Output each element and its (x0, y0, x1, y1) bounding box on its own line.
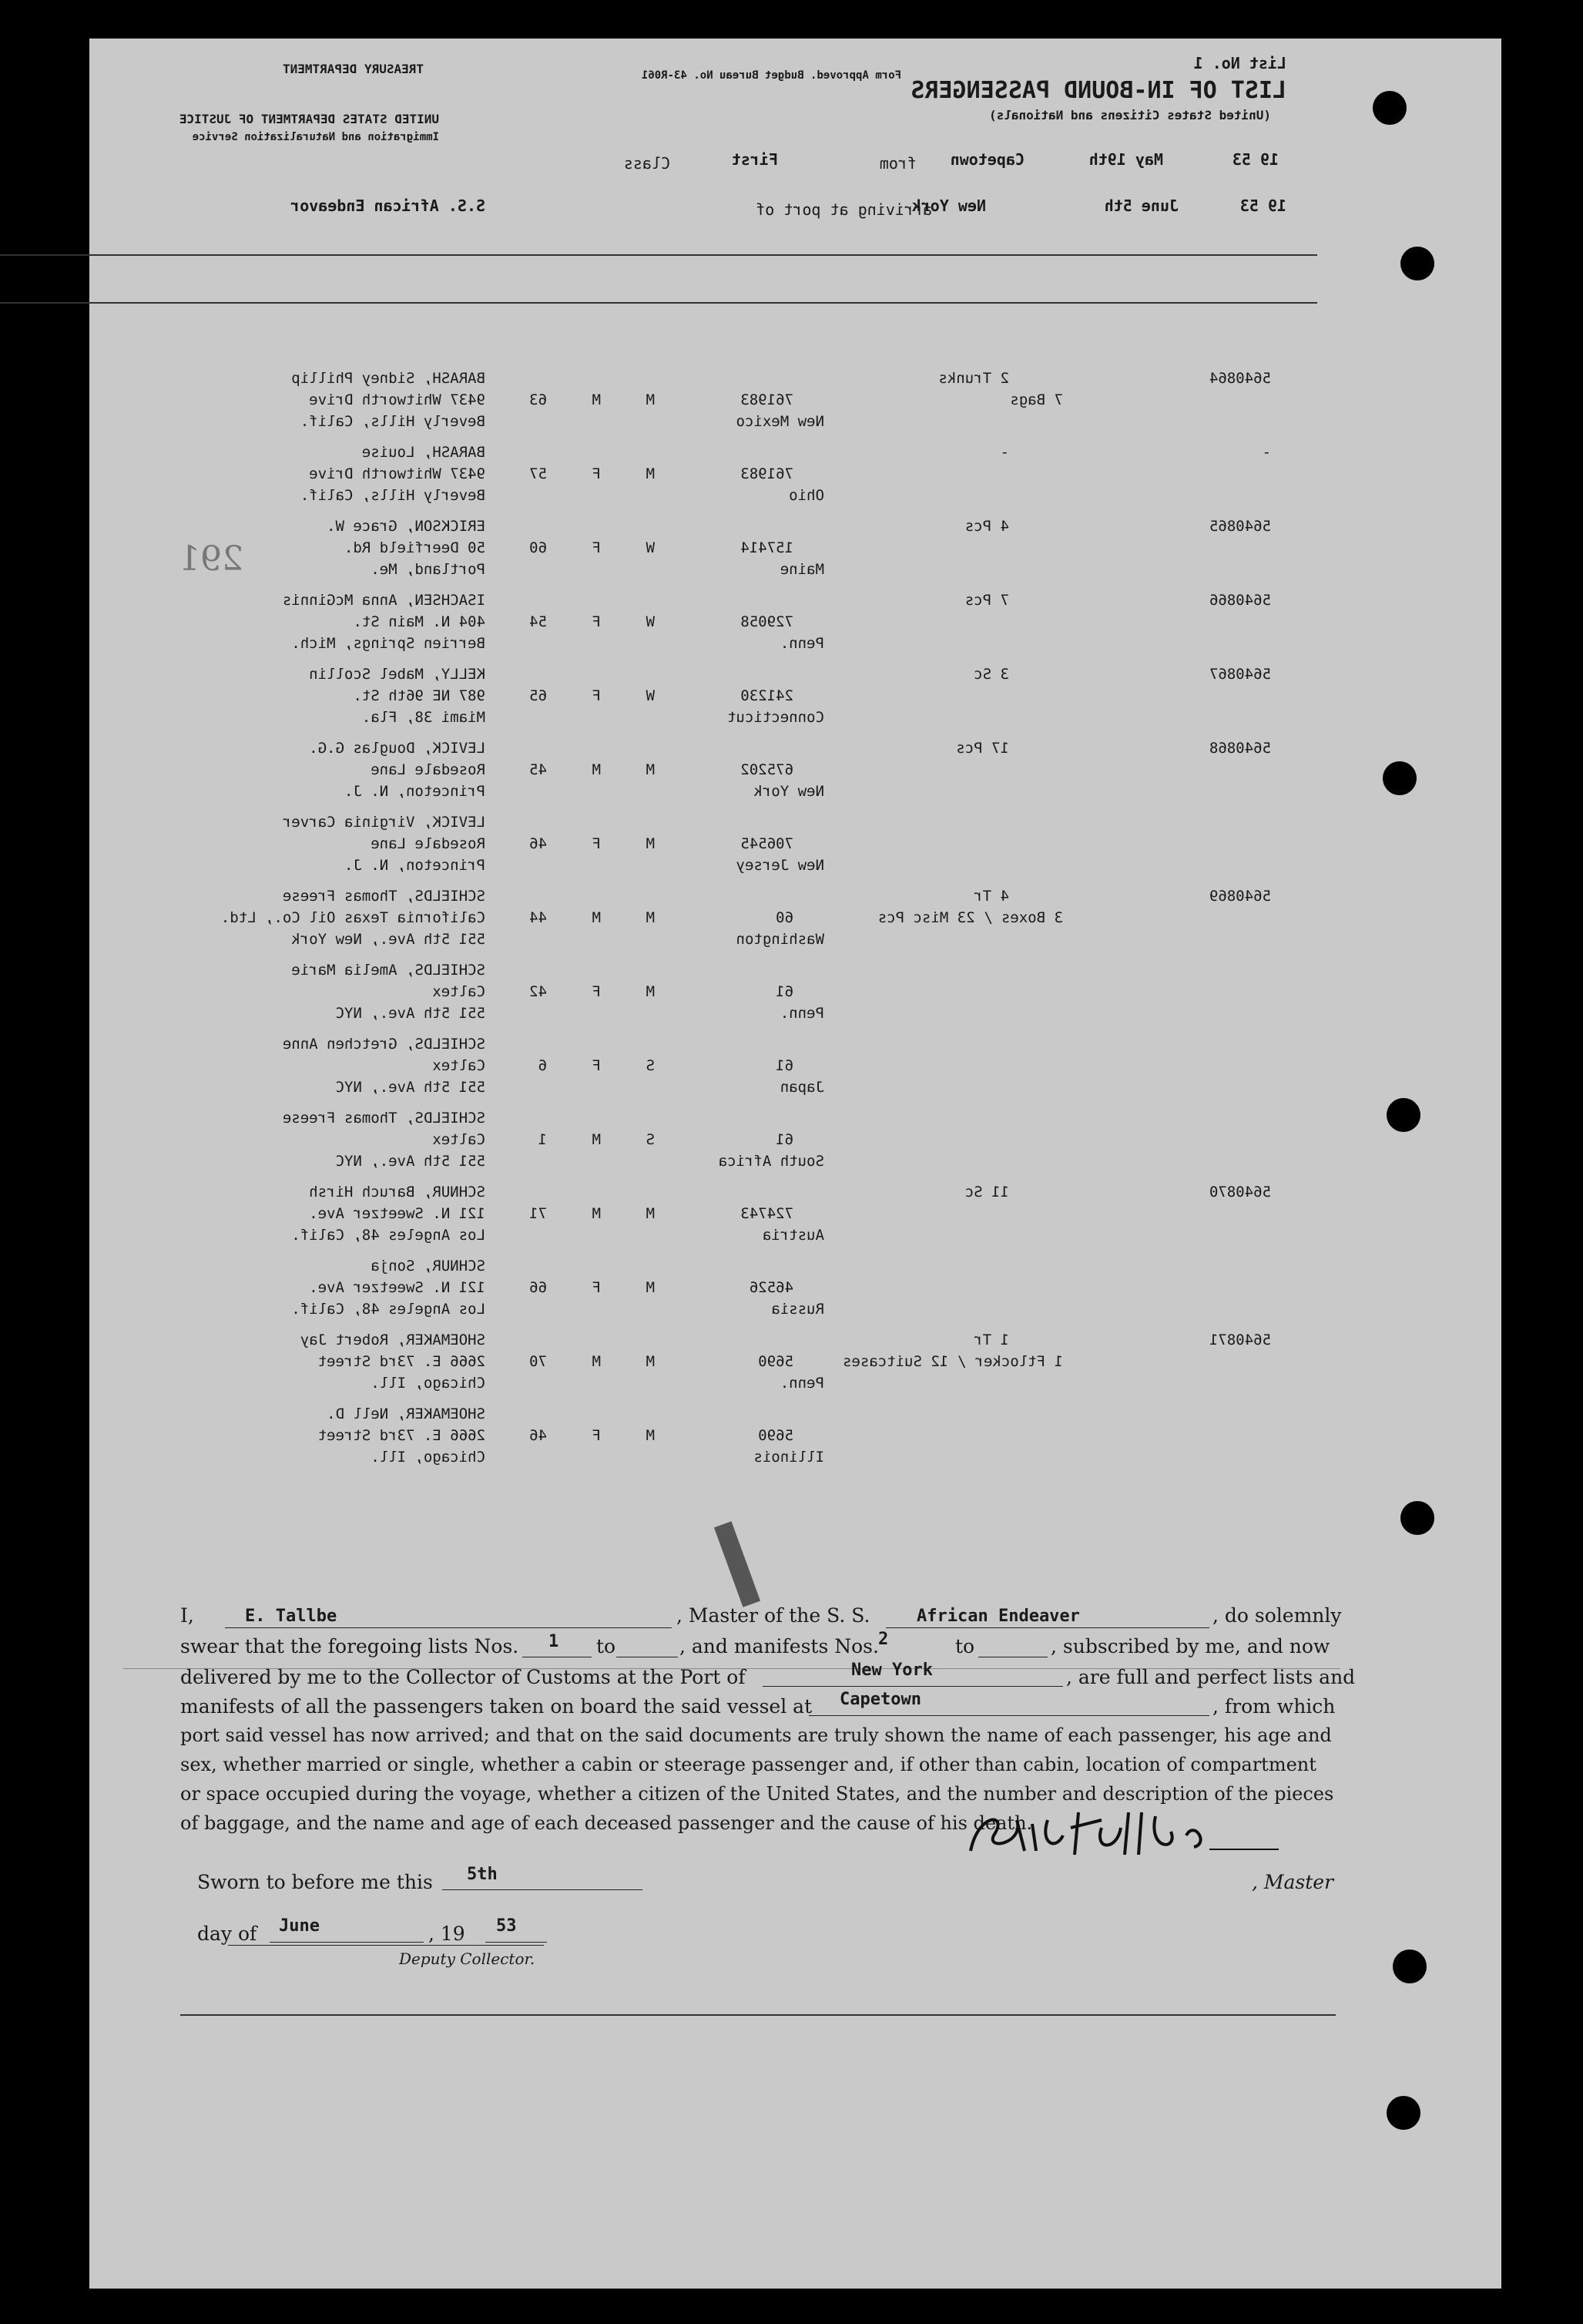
vessel-name: S.S. African Endeavor (290, 196, 485, 215)
oath-line-4b (1212, 1695, 1335, 1718)
birthplace: New Jersey (736, 857, 824, 874)
passenger-name: SCHNUR, Sonja (371, 1258, 485, 1275)
passenger-name: ERICKSON, Grace W. (327, 518, 485, 535)
passenger-address: California Texas Oil Co., Ltd. (220, 909, 485, 926)
passenger-name: LEVICK, Douglas G.G. (309, 740, 485, 757)
passenger-name: BARASH, Sidney Phillip (291, 370, 485, 387)
passenger-name: SCHIELDS, Thomas Freese (282, 1110, 485, 1127)
list-nos: 1 (548, 1632, 559, 1651)
passenger-age: 45 (529, 761, 547, 778)
passenger-age: 54 (529, 613, 547, 630)
baggage-tag: 5640869 (1209, 888, 1271, 905)
baggage-tag: 5640865 (1209, 518, 1271, 535)
passenger-married: M (646, 1427, 655, 1444)
passenger-city: Chicago, Ill. (371, 1449, 485, 1466)
passenger-sex: M (592, 761, 601, 778)
birthplace: Penn. (780, 1375, 824, 1392)
sworn-month: June (279, 1916, 320, 1936)
blank-line (485, 1942, 547, 1943)
baggage: - (1000, 444, 1009, 461)
punch-hole (1383, 761, 1417, 795)
passenger-age: 6 (538, 1057, 547, 1074)
passenger-address: 404 N. Main St. (353, 613, 485, 630)
passenger-married: W (646, 613, 655, 630)
passport-number: 61 (776, 983, 793, 1000)
passenger-sex: F (592, 1279, 601, 1296)
baggage: 2 Trunks (938, 370, 1009, 387)
passenger-age: 57 (529, 465, 547, 482)
baggage: 4 Tr (974, 888, 1009, 905)
passenger-sex: M (592, 1205, 601, 1222)
passenger-sex: F (592, 1057, 601, 1074)
dept-name-3: Immigration and Naturalization Service (192, 131, 439, 143)
birthplace: South Africa (718, 1153, 824, 1170)
sworn-label: Sworn to before me this (197, 1871, 433, 1893)
day-of-label: day of (197, 1923, 257, 1945)
passport-number: 61 (776, 1057, 793, 1074)
master-name: E. Tallbe (245, 1607, 337, 1626)
class-value: First (731, 150, 778, 169)
passport-number: 729058 (740, 613, 793, 630)
sworn-day: 5th (467, 1865, 498, 1884)
port-name: New York (851, 1661, 933, 1680)
passenger-age: 1 (538, 1131, 547, 1148)
master-label: , Master (1252, 1871, 1334, 1893)
arrival-date: June 5th (1104, 196, 1179, 215)
dept-name-2: UNITED STATES DEPARTMENT OF JUSTICE (179, 112, 439, 126)
passenger-married: M (646, 983, 655, 1000)
passenger-married: W (646, 539, 655, 556)
baggage: 11 Sc (964, 1184, 1009, 1201)
passenger-married: M (646, 1205, 655, 1222)
passenger-address: Caltex (432, 1131, 485, 1148)
oath-line-3a (180, 1666, 746, 1688)
passenger-address: 9437 Whitworth Drive (309, 465, 485, 482)
oath-text: , are full and perfect lists and (1066, 1666, 1356, 1688)
baggage: 4 Pcs (964, 518, 1009, 535)
passenger-married: S (646, 1131, 655, 1148)
passenger-married: M (646, 761, 655, 778)
passenger-city: Princeton, N. J. (344, 857, 485, 874)
passport-number: 706545 (740, 835, 793, 852)
birthplace: Austria (762, 1227, 824, 1244)
birthplace: Maine (780, 561, 824, 578)
passenger-city: Los Angeles 48, Calif. (291, 1227, 485, 1244)
passenger-city: Beverly Hills, Calif. (300, 413, 485, 430)
baggage-tag: 5640870 (1209, 1184, 1271, 1201)
baggage: 1 Tr (974, 1332, 1009, 1348)
passenger-city: 551 5th Ave., New York (291, 931, 485, 948)
oath-line-2d (955, 1635, 974, 1657)
passenger-married: W (646, 687, 655, 704)
passenger-age: 65 (529, 687, 547, 704)
punch-hole (1387, 1098, 1420, 1132)
blank-line (225, 1627, 672, 1628)
passenger-city: Princeton, N. J. (344, 783, 485, 800)
passenger-name: SHOEMAKER, Robert Jay (300, 1332, 485, 1348)
passenger-age: 42 (529, 983, 547, 1000)
punch-hole (1373, 91, 1407, 125)
deputy-signature-line (228, 1945, 544, 1946)
passenger-name: KELLY, Mabel Scollin (309, 666, 485, 683)
passenger-age: 46 (529, 1427, 547, 1444)
oath-text: to (596, 1635, 616, 1657)
oath-text: , from which (1212, 1695, 1336, 1718)
oath-text: , do solemnly (1212, 1604, 1342, 1627)
passenger-name: SCHIELDS, Gretchen Anne (282, 1036, 485, 1053)
oath-line-6: sex, whether married or single, whether a cabin or steerage passenger and, if other than cabin, location of compartment (180, 1754, 1316, 1775)
passport-number: 5690 (758, 1427, 793, 1444)
oath-line-1b (676, 1604, 870, 1627)
sail-date: May 19th (1088, 150, 1163, 169)
passenger-name: LEVICK, Virginia Carver (282, 814, 485, 831)
passenger-address: Caltex (432, 983, 485, 1000)
passenger-address: 121 N. Sweetzer Ave. (309, 1279, 485, 1296)
passport-number: 724743 (740, 1205, 793, 1222)
year-prefix: , 19 (428, 1923, 465, 1945)
oath-line-2c (679, 1635, 879, 1657)
baggage-tag: 5640871 (1209, 1332, 1271, 1348)
baggage-tag: 5640867 (1209, 666, 1271, 683)
passenger-sex: M (592, 1353, 601, 1370)
passenger-address: Rosedale Lane (371, 761, 485, 778)
oath-line-8: of baggage, and the name and age of each deceased passenger and the cause of his death. (180, 1812, 1033, 1834)
passenger-age: 63 (529, 391, 547, 408)
birthplace: Connecticut (727, 709, 824, 726)
oath-line-2a (180, 1635, 518, 1657)
passenger-table (177, 370, 1317, 1479)
passport-number: 5690 (758, 1353, 793, 1370)
passport-number: 157414 (740, 539, 793, 556)
passenger-name: BARASH, Louise (361, 444, 485, 461)
blank-line (442, 1889, 642, 1890)
passenger-address: Caltex (432, 1057, 485, 1074)
list-title: LIST OF IN-BOUND PASSENGERS (911, 77, 1286, 104)
passenger-city: Portland, Me. (371, 561, 485, 578)
baggage-tag: - (1262, 444, 1271, 461)
passenger-city: 551 5th Ave., NYC (335, 1005, 485, 1022)
blank-line (809, 1715, 1209, 1716)
passenger-sex: M (592, 909, 601, 926)
passenger-address: 9437 Whitworth Drive (309, 391, 485, 408)
ship-name: African Endeaver (917, 1607, 1080, 1626)
baggage: 17 Pcs (956, 740, 1009, 757)
baggage-extra: 7 Bags (1010, 391, 1063, 408)
passenger-age: 71 (529, 1205, 547, 1222)
birthplace: Russia (771, 1301, 824, 1318)
oath-line-4a (180, 1695, 812, 1718)
passport-number: 761983 (740, 391, 793, 408)
passenger-age: 66 (529, 1279, 547, 1296)
baggage-tag: 5640868 (1209, 740, 1271, 757)
birthplace: Penn. (780, 635, 824, 652)
passenger-sex: F (592, 983, 601, 1000)
oath-text: I, (180, 1604, 194, 1627)
passenger-address: 121 N. Sweetzer Ave. (309, 1205, 485, 1222)
from-label: from (879, 154, 917, 173)
row-divider (180, 2014, 1336, 2016)
passport-number: 761983 (740, 465, 793, 482)
blank-line (270, 1942, 424, 1943)
birthplace: Penn. (780, 1005, 824, 1022)
budget-text: Form Approved. Budget Bureau No. 43-R061 (641, 69, 901, 82)
passport-number: 60 (776, 909, 793, 926)
column-header-row (0, 254, 1317, 304)
blank-line (886, 1627, 1209, 1628)
passenger-row (177, 1405, 1317, 1560)
passenger-sex: F (592, 465, 601, 482)
passenger-city: 551 5th Ave., NYC (335, 1079, 485, 1096)
oath-text: manifests of all the passengers taken on board the said vessel at (180, 1695, 813, 1718)
birthplace: Japan (780, 1079, 824, 1096)
baggage-tag: 5640866 (1209, 592, 1271, 609)
passenger-city: 551 5th Ave., NYC (335, 1153, 485, 1170)
arrival-year: 19 53 (1239, 196, 1286, 215)
baggage-tag: 5640864 (1209, 370, 1271, 387)
passenger-sex: F (592, 539, 601, 556)
oath-line-5: port said vessel has now arrived; and that on the said documents are truly shown the name of each passenger, his age and (180, 1725, 1332, 1746)
master-signature (963, 1805, 1286, 1869)
passenger-sex: M (592, 391, 601, 408)
passenger-name: SCHIELDS, Amelia Marie (291, 962, 485, 979)
oath-line-2e (1051, 1635, 1330, 1657)
oath-text: , and manifests Nos. (679, 1635, 879, 1657)
passenger-name: ISACHSEN, Anna McGinnis (282, 592, 485, 609)
passenger-address: 987 NE 96th St. (353, 687, 485, 704)
passenger-sex: F (592, 1427, 601, 1444)
passenger-sex: F (592, 687, 601, 704)
punch-hole (1400, 1501, 1434, 1535)
passenger-age: 46 (529, 835, 547, 852)
passenger-address: 2666 E. 73rd Street (317, 1427, 485, 1444)
birthplace: New Mexico (736, 413, 824, 430)
passenger-married: M (646, 1353, 655, 1370)
passenger-married: M (646, 909, 655, 926)
oath-text: , subscribed by me, and now (1051, 1635, 1330, 1657)
passport-number: 241230 (740, 687, 793, 704)
passenger-age: 70 (529, 1353, 547, 1370)
passport-number: 46526 (749, 1279, 793, 1296)
passenger-married: S (646, 1057, 655, 1074)
oath-text: swear that the foregoing lists Nos. (180, 1635, 519, 1657)
passenger-married: M (646, 1279, 655, 1296)
oath-line-1c (1212, 1604, 1342, 1627)
passenger-sex: F (592, 835, 601, 852)
birthplace: New York (753, 783, 824, 800)
punch-hole (1387, 2096, 1420, 2130)
passenger-sex: M (592, 1131, 601, 1148)
passenger-city: Los Angeles 48, Calif. (291, 1301, 485, 1318)
arriving-label: arriving at port of (756, 200, 932, 219)
passenger-age: 44 (529, 909, 547, 926)
passenger-city: Beverly Hills, Calif. (300, 487, 485, 504)
passport-number: 675202 (740, 761, 793, 778)
list-number: List No. 1 (1193, 54, 1286, 72)
passenger-name: SCHNUR, Baruch Hirsh (309, 1184, 485, 1201)
passenger-name: SHOEMAKER, Nell D. (327, 1405, 485, 1422)
passenger-sex: F (592, 613, 601, 630)
birthplace: Ohio (789, 487, 824, 504)
deputy-label: Deputy Collector. (399, 1950, 535, 1968)
passenger-address: 2666 E. 73rd Street (317, 1353, 485, 1370)
passenger-city: Berrien Springs, Mich. (291, 635, 485, 652)
passenger-address: 50 Deerfield Rd. (344, 539, 485, 556)
sworn-year: 53 (496, 1916, 517, 1936)
passenger-married: M (646, 465, 655, 482)
punch-hole (1400, 247, 1434, 280)
oath-text: , Master of the S. S. (676, 1604, 870, 1627)
port-to: New York (911, 196, 986, 215)
oath-line-7: or space occupied during the voyage, whether a citizen of the United States, and the number and description of the pieces (180, 1783, 1334, 1805)
baggage: 7 Pcs (964, 592, 1009, 609)
port-from: Capetown (950, 150, 1025, 169)
passenger-address: Rosedale Lane (371, 835, 485, 852)
manifest-nos: 2 (878, 1630, 889, 1649)
oath-line-3b (1066, 1666, 1355, 1688)
list-header (177, 46, 1348, 301)
passport-number: 61 (776, 1131, 793, 1148)
class-label: Class (623, 154, 670, 173)
baggage-extra: 1 Ftlocker / 12 Suitcases (843, 1353, 1063, 1370)
birthplace: Illinois (753, 1449, 824, 1466)
list-subtitle: (United States Citizens and Nationals) (988, 108, 1271, 123)
passenger-city: Chicago, Ill. (371, 1375, 485, 1392)
passenger-married: M (646, 391, 655, 408)
oath-text: to (955, 1635, 975, 1657)
passenger-city: Miami 38, Fla. (361, 709, 485, 726)
oath-text: delivered by me to the Collector of Customs at the Port of (180, 1666, 746, 1688)
passenger-married: M (646, 835, 655, 852)
blank-line (763, 1686, 1063, 1687)
margin-number: 291 (179, 539, 243, 579)
passenger-age: 60 (529, 539, 547, 556)
baggage: 3 Sc (974, 666, 1009, 683)
passenger-name: SCHIELDS, Thomas Freese (282, 888, 485, 905)
embark-port: Capetown (840, 1690, 921, 1709)
dept-name: TREASURY DEPARTMENT (282, 62, 424, 76)
birthplace: Washington (736, 931, 824, 948)
oath-line-2b (596, 1635, 615, 1657)
baggage-extra: 3 Boxes / 23 Misc Pcs (877, 909, 1063, 926)
sail-year: 19 53 (1232, 150, 1279, 169)
punch-hole (1393, 1950, 1427, 1983)
